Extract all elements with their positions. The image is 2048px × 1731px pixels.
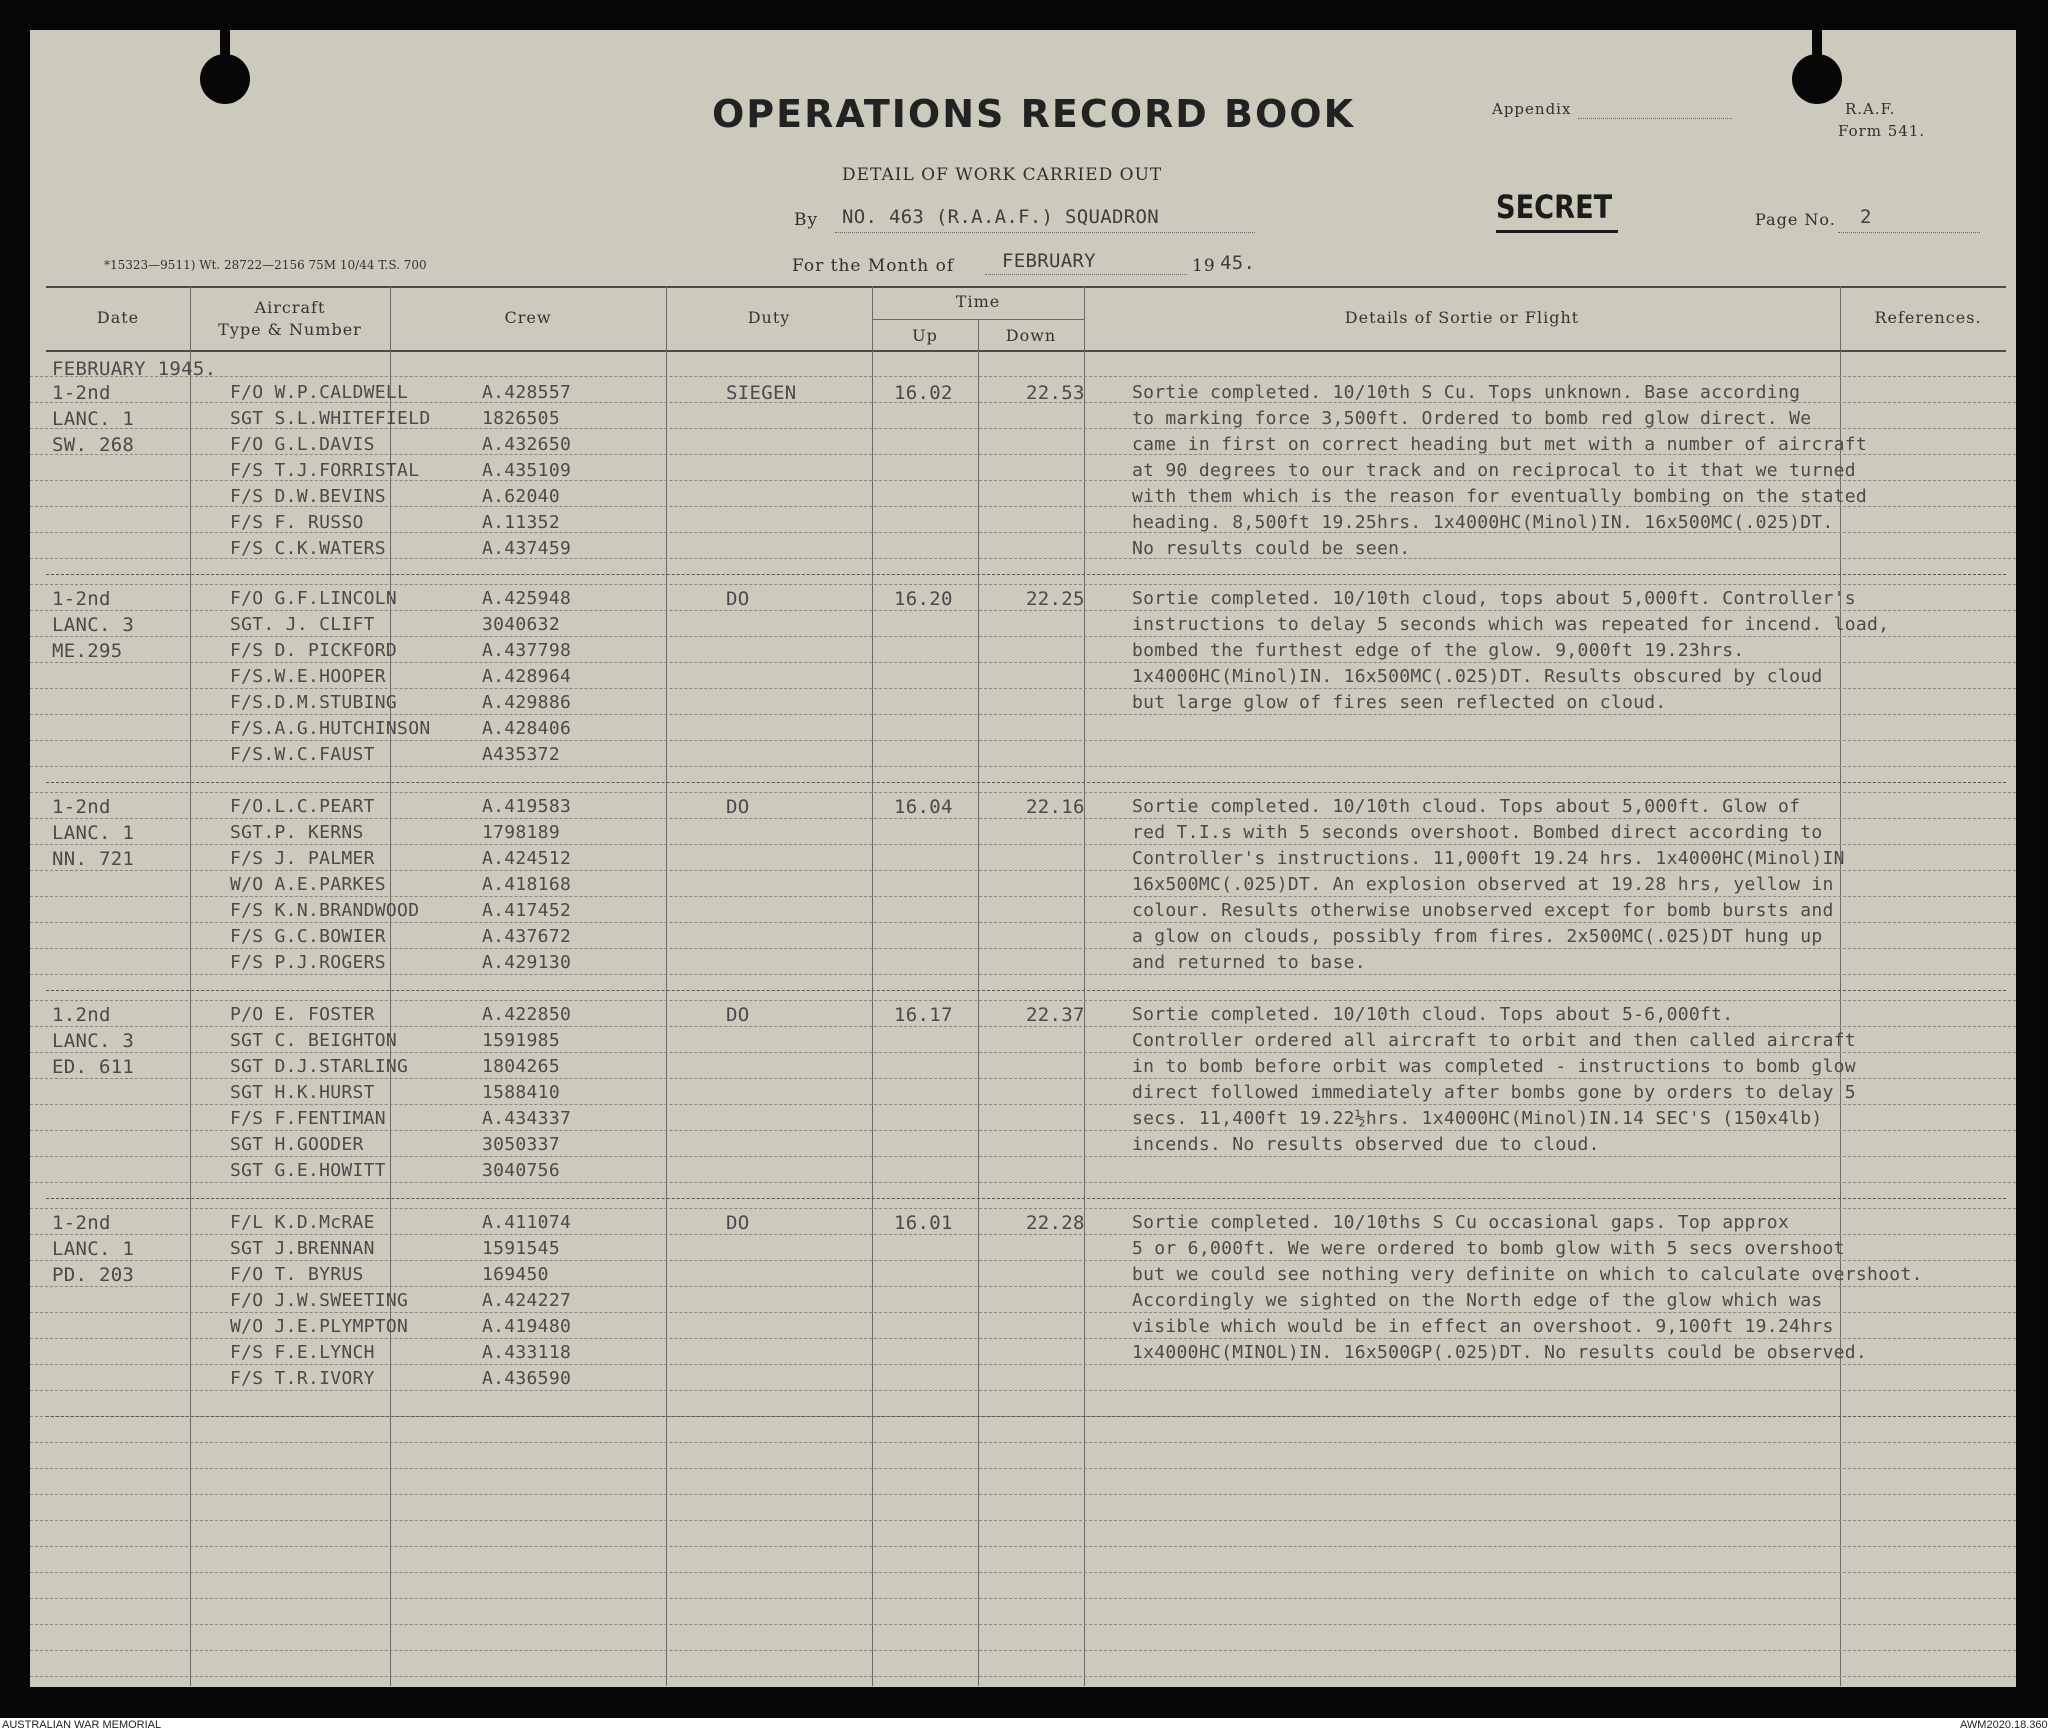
crew-member-name: F/S F.E.LYNCH	[230, 1342, 375, 1363]
crew-service-number: A.436590	[482, 1368, 572, 1389]
appendix-label: Appendix	[1492, 100, 1572, 118]
sortie-details-line: to marking force 3,500ft. Ordered to bomb red glow direct. We	[1132, 408, 1812, 429]
ruled-line	[30, 1026, 2016, 1027]
crew-member-name: SGT.P. KERNS	[230, 822, 364, 843]
crew-service-number: A.429130	[482, 952, 572, 973]
crew-service-number: A.419583	[482, 796, 572, 817]
aircraft-type: LANC. 1	[52, 408, 135, 430]
print-code: *15323—9511) Wt. 28722—2156 75M 10/44 T.S. 700	[104, 258, 427, 272]
crew-service-number: A.424512	[482, 848, 572, 869]
ruled-line	[30, 714, 2016, 715]
ruled-line	[30, 818, 2016, 819]
crew-member-name: F/S D. PICKFORD	[230, 640, 398, 661]
ruled-line	[30, 1650, 2016, 1651]
crew-member-name: P/O E. FOSTER	[230, 1004, 375, 1025]
col-down: Down	[1005, 326, 1057, 345]
ruled-line	[30, 1130, 2016, 1131]
ruled-line	[30, 922, 2016, 923]
sortie-details-line: a glow on clouds, possibly from fires. 2x500MC(.025)DT hung up	[1132, 926, 1823, 947]
detail-label: DETAIL OF WORK CARRIED OUT	[842, 165, 1163, 185]
time-down: 22.37	[1026, 1004, 1085, 1026]
ruled-line	[30, 1234, 2016, 1235]
squadron-name: NO. 463 (R.A.A.F.) SQUADRON	[842, 206, 1159, 228]
sortie-details-line: in to bomb before orbit was completed - instructions to bomb glow	[1132, 1056, 1856, 1077]
month-value: FEBRUARY	[1002, 250, 1096, 272]
crew-service-number: A.418168	[482, 874, 572, 895]
col-aircraft-l1: Aircraft	[254, 298, 326, 317]
crew-member-name: F/S J. PALMER	[230, 848, 375, 869]
col-divider-crew	[666, 286, 667, 1686]
crew-member-name: SGT. J. CLIFT	[230, 614, 375, 635]
col-divider-aircraft	[390, 286, 391, 1686]
sortie-details-line: 1x4000HC(MINOL)IN. 16x500GP(.025)DT. No results could be observed.	[1132, 1342, 1868, 1363]
ruled-line	[30, 636, 2016, 637]
crew-service-number: A435372	[482, 744, 560, 765]
crew-service-number: A.437798	[482, 640, 572, 661]
crew-member-name: SGT H.GOODER	[230, 1134, 364, 1155]
crew-member-name: F/O T. BYRUS	[230, 1264, 364, 1285]
table-header-rule	[46, 350, 2006, 352]
crew-service-number: A.11352	[482, 512, 560, 533]
time-subrule	[872, 319, 1084, 320]
crew-service-number: A.437672	[482, 926, 572, 947]
squadron-line	[835, 232, 1255, 233]
entry-date: 1-2nd	[52, 1212, 111, 1234]
crew-member-name: F/S C.K.WATERS	[230, 538, 386, 559]
crew-service-number: A.419480	[482, 1316, 572, 1337]
col-up: Up	[912, 326, 938, 345]
crew-service-number: A.428406	[482, 718, 572, 739]
ruled-line	[30, 376, 2016, 377]
crew-service-number: 169450	[482, 1264, 549, 1285]
crew-service-number: A.437459	[482, 538, 572, 559]
crew-member-name: F/S T.R.IVORY	[230, 1368, 375, 1389]
ruled-line	[30, 1286, 2016, 1287]
ruled-line	[30, 844, 2016, 845]
sortie-details-line: and returned to base.	[1132, 952, 1366, 973]
crew-service-number: A.424227	[482, 1290, 572, 1311]
sortie-details-line: with them which is the reason for eventually bombing on the stated	[1132, 486, 1868, 507]
ruled-line	[30, 1442, 2016, 1443]
col-divider-up	[978, 320, 979, 1686]
sortie-details-line: 5 or 6,000ft. We were ordered to bomb glow with 5 secs overshoot	[1132, 1238, 1845, 1259]
crew-service-number: A.432650	[482, 434, 572, 455]
duty-target: DO	[726, 796, 750, 818]
sortie-details-line: Accordingly we sighted on the North edge of the glow which was	[1132, 1290, 1823, 1311]
aircraft-number: NN. 721	[52, 848, 135, 870]
sortie-details-line: 1x4000HC(Minol)IN. 16x500MC(.025)DT. Results obscured by cloud	[1132, 666, 1823, 687]
year-prefix: 19	[1192, 256, 1216, 276]
time-up: 16.20	[894, 588, 953, 610]
crew-member-name: SGT G.E.HOWITT	[230, 1160, 386, 1181]
crew-service-number: A.425948	[482, 588, 572, 609]
crew-service-number: 1588410	[482, 1082, 560, 1103]
ruled-line	[30, 1520, 2016, 1521]
crew-service-number: 1591985	[482, 1030, 560, 1051]
page-title: OPERATIONS RECORD BOOK	[712, 92, 1356, 136]
form-sheet	[30, 30, 2016, 1687]
aircraft-type: LANC. 1	[52, 1238, 135, 1260]
crew-service-number: 1804265	[482, 1056, 560, 1077]
time-down: 22.53	[1026, 382, 1085, 404]
ruled-line	[30, 1260, 2016, 1261]
ruled-line	[30, 766, 2016, 767]
sortie-details-line: Sortie completed. 10/10th cloud. Tops about 5-6,000ft.	[1132, 1004, 1734, 1025]
crew-service-number: A.411074	[482, 1212, 572, 1233]
aircraft-type: LANC. 1	[52, 822, 135, 844]
sortie-details-line: incends. No results observed due to cloud.	[1132, 1134, 1600, 1155]
ruled-line	[30, 1364, 2016, 1365]
binder-hole-right	[1792, 54, 1842, 104]
crew-member-name: F/L K.D.McRAE	[230, 1212, 375, 1233]
crew-member-name: F/S.D.M.STUBING	[230, 692, 398, 713]
crew-service-number: 1826505	[482, 408, 560, 429]
col-crew: Crew	[504, 308, 552, 327]
aircraft-number: PD. 203	[52, 1264, 135, 1286]
month-heading: FEBRUARY 1945.	[52, 358, 217, 380]
ruled-line	[30, 1468, 2016, 1469]
ruled-line	[30, 1676, 2016, 1677]
month-line	[985, 274, 1187, 275]
by-label: By	[794, 210, 819, 230]
aircraft-number: ED. 611	[52, 1056, 135, 1078]
crew-member-name: F/O J.W.SWEETING	[230, 1290, 409, 1311]
sortie-details-line: Controller's instructions. 11,000ft 19.24 hrs. 1x4000HC(Minol)IN	[1132, 848, 1845, 869]
crew-member-name: F/S.A.G.HUTCHINSON	[230, 718, 431, 739]
aircraft-number: SW. 268	[52, 434, 135, 456]
crew-member-name: F/S T.J.FORRISTAL	[230, 460, 420, 481]
ruled-line	[30, 1546, 2016, 1547]
crew-member-name: F/S.W.E.HOOPER	[230, 666, 386, 687]
sortie-details-line: colour. Results otherwise unobserved except for bomb bursts and	[1132, 900, 1834, 921]
crew-service-number: 1591545	[482, 1238, 560, 1259]
crew-service-number: 3040632	[482, 614, 560, 635]
ruled-line	[30, 662, 2016, 663]
crew-service-number: A.428964	[482, 666, 572, 687]
footer-credit: AUSTRALIAN WAR MEMORIAL	[2, 1719, 162, 1731]
entry-date: 1-2nd	[52, 382, 111, 404]
crew-service-number: A.422850	[482, 1004, 572, 1025]
ruled-line	[30, 948, 2016, 949]
ruled-line	[30, 1390, 2016, 1391]
month-label: For the Month of	[792, 256, 955, 276]
col-references: References.	[1874, 308, 1982, 327]
binder-hole-left	[200, 54, 250, 104]
sortie-details-line: but large glow of fires seen reflected on cloud.	[1132, 692, 1667, 713]
time-up: 16.04	[894, 796, 953, 818]
sortie-details-line: heading. 8,500ft 19.25hrs. 1x4000HC(Minol)IN. 16x500MC(.025)DT.	[1132, 512, 1834, 533]
ruled-line	[30, 1156, 2016, 1157]
col-date: Date	[96, 308, 140, 327]
col-aircraft-l2: Type & Number	[218, 320, 362, 339]
entry-separator	[46, 990, 2006, 991]
time-down: 22.16	[1026, 796, 1085, 818]
col-divider-date	[190, 286, 191, 1686]
crew-service-number: A.435109	[482, 460, 572, 481]
crew-service-number: A.429886	[482, 692, 572, 713]
col-divider-duty	[872, 286, 873, 1686]
crew-service-number: 3050337	[482, 1134, 560, 1155]
sortie-details-line: came in first on correct heading but met with a number of aircraft	[1132, 434, 1868, 455]
time-down: 22.28	[1026, 1212, 1085, 1234]
crew-member-name: SGT C. BEIGHTON	[230, 1030, 398, 1051]
col-time: Time	[955, 292, 1001, 311]
ruled-line	[30, 1182, 2016, 1183]
duty-target: SIEGEN	[726, 382, 797, 404]
entry-separator	[46, 574, 2006, 575]
time-up: 16.01	[894, 1212, 953, 1234]
sortie-details-line: Controller ordered all aircraft to orbit and then called aircraft	[1132, 1030, 1856, 1051]
sortie-details-line: secs. 11,400ft 19.22½hrs. 1x4000HC(Minol)IN.14 SEC'S (150x4lb)	[1132, 1108, 1823, 1129]
sortie-details-line: Sortie completed. 10/10th S Cu. Tops unknown. Base according	[1132, 382, 1801, 403]
sortie-details-line: red T.I.s with 5 seconds overshoot. Bombed direct according to	[1132, 822, 1823, 843]
sortie-details-line: visible which would be in effect an overshoot. 9,100ft 19.24hrs	[1132, 1316, 1834, 1337]
entry-separator	[46, 1416, 2006, 1417]
duty-target: DO	[726, 588, 750, 610]
secret-stamp: SECRET	[1496, 188, 1613, 226]
duty-target: DO	[726, 1004, 750, 1026]
footer-reference: AWM2020.18.360	[1960, 1719, 2048, 1731]
crew-member-name: F/S.W.C.FAUST	[230, 744, 375, 765]
crew-member-name: SGT S.L.WHITEFIELD	[230, 408, 431, 429]
table-top-rule	[46, 286, 2006, 288]
crew-member-name: F/O.L.C.PEART	[230, 796, 375, 817]
crew-member-name: F/S G.C.BOWIER	[230, 926, 386, 947]
crew-service-number: 3040756	[482, 1160, 560, 1181]
col-divider-down	[1084, 286, 1085, 1686]
aircraft-number: ME.295	[52, 640, 123, 662]
col-details: Details of Sortie or Flight	[1344, 308, 1580, 327]
sortie-details-line: bombed the furthest edge of the glow. 9,000ft 19.23hrs.	[1132, 640, 1745, 661]
entry-separator	[46, 782, 2006, 783]
appendix-line	[1578, 118, 1732, 119]
ruled-line	[30, 688, 2016, 689]
ruled-line	[30, 792, 2016, 793]
ruled-line	[30, 974, 2016, 975]
page-line	[1838, 232, 1980, 233]
sortie-details-line: 16x500MC(.025)DT. An explosion observed at 19.28 hrs, yellow in	[1132, 874, 1834, 895]
time-up: 16.02	[894, 382, 953, 404]
ruled-line	[30, 1494, 2016, 1495]
ruled-line	[30, 1572, 2016, 1573]
crew-member-name: F/S D.W.BEVINS	[230, 486, 386, 507]
entry-date: 1-2nd	[52, 796, 111, 818]
sortie-details-line: No results could be seen.	[1132, 538, 1411, 559]
crew-member-name: F/O G.L.DAVIS	[230, 434, 375, 455]
sortie-details-line: at 90 degrees to our track and on reciprocal to it that we turned	[1132, 460, 1856, 481]
ruled-line	[30, 1104, 2016, 1105]
entry-separator	[46, 1198, 2006, 1199]
crew-member-name: SGT J.BRENNAN	[230, 1238, 375, 1259]
crew-member-name: F/O G.F.LINCOLN	[230, 588, 398, 609]
entry-date: 1-2nd	[52, 588, 111, 610]
crew-service-number: A.433118	[482, 1342, 572, 1363]
crew-member-name: F/S P.J.ROGERS	[230, 952, 386, 973]
crew-member-name: F/S F.FENTIMAN	[230, 1108, 386, 1129]
form-label: Form 541.	[1838, 122, 1926, 140]
time-down: 22.25	[1026, 588, 1085, 610]
page-number: 2	[1860, 206, 1872, 228]
ruled-line	[30, 1598, 2016, 1599]
ruled-line	[30, 870, 2016, 871]
crew-service-number: A.434337	[482, 1108, 572, 1129]
raf-label: R.A.F.	[1845, 100, 1896, 118]
sortie-details-line: instructions to delay 5 seconds which was repeated for incend. load,	[1132, 614, 1890, 635]
sortie-details-line: Sortie completed. 10/10ths S Cu occasional gaps. Top approx	[1132, 1212, 1790, 1233]
crew-member-name: SGT D.J.STARLING	[230, 1056, 409, 1077]
ruled-line	[30, 740, 2016, 741]
crew-member-name: F/O W.P.CALDWELL	[230, 382, 409, 403]
ruled-line	[30, 1208, 2016, 1209]
ruled-line	[30, 896, 2016, 897]
crew-member-name: F/S F. RUSSO	[230, 512, 364, 533]
aircraft-type: LANC. 3	[52, 614, 135, 636]
sortie-details-line: Sortie completed. 10/10th cloud. Tops about 5,000ft. Glow of	[1132, 796, 1801, 817]
ruled-line	[30, 584, 2016, 585]
crew-service-number: A.428557	[482, 382, 572, 403]
time-up: 16.17	[894, 1004, 953, 1026]
crew-member-name: SGT H.K.HURST	[230, 1082, 375, 1103]
duty-target: DO	[726, 1212, 750, 1234]
crew-member-name: W/O J.E.PLYMPTON	[230, 1316, 409, 1337]
crew-service-number: 1798189	[482, 822, 560, 843]
sortie-details-line: but we could see nothing very definite on which to calculate overshoot.	[1132, 1264, 1923, 1285]
crew-member-name: F/S K.N.BRANDWOOD	[230, 900, 420, 921]
sortie-details-line: Sortie completed. 10/10th cloud, tops about 5,000ft. Controller's	[1132, 588, 1856, 609]
ruled-line	[30, 1052, 2016, 1053]
ruled-line	[30, 1624, 2016, 1625]
ruled-line	[30, 1078, 2016, 1079]
secret-underline	[1496, 230, 1618, 233]
ruled-line	[30, 1312, 2016, 1313]
col-duty: Duty	[747, 308, 791, 327]
entry-date: 1.2nd	[52, 1004, 111, 1026]
crew-member-name: W/O A.E.PARKES	[230, 874, 386, 895]
ruled-line	[30, 1000, 2016, 1001]
page-label: Page No.	[1755, 210, 1836, 229]
crew-service-number: A.62040	[482, 486, 560, 507]
sortie-details-line: direct followed immediately after bombs gone by orders to delay 5	[1132, 1082, 1856, 1103]
aircraft-type: LANC. 3	[52, 1030, 135, 1052]
ruled-line	[30, 1338, 2016, 1339]
year-suffix: 45.	[1220, 252, 1256, 274]
crew-service-number: A.417452	[482, 900, 572, 921]
ruled-line	[30, 610, 2016, 611]
